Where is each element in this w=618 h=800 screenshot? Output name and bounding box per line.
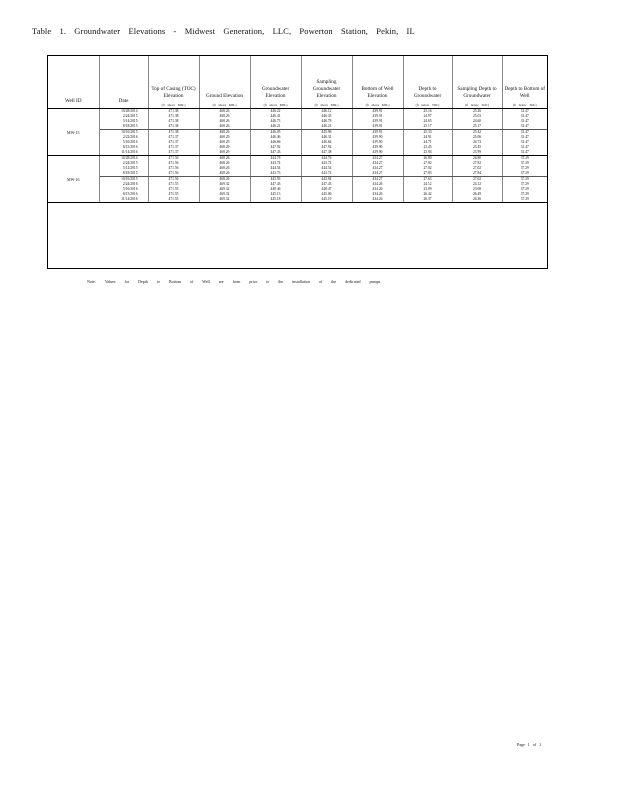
value-cell: 447.38 — [301, 150, 352, 156]
value-cell: 439.91 — [352, 109, 403, 115]
value-cell: 439.91 — [352, 124, 403, 130]
value-cell: 27.63 — [403, 177, 452, 183]
value-cell: 24.73 — [452, 140, 502, 145]
value-cell: 434.26 — [352, 187, 403, 192]
column-header — [148, 56, 199, 109]
well-id-cell: MW-15 — [48, 109, 99, 156]
value-cell: 468.29 — [199, 140, 250, 145]
value-cell: 446.64 — [301, 140, 352, 145]
date-cell: 8/18/2015 — [99, 171, 148, 177]
value-cell: 434.27 — [352, 156, 403, 162]
value-cell: 25.16 — [403, 109, 452, 115]
value-cell: 31.47 — [520, 114, 529, 118]
value-cell: 27.02 — [403, 166, 452, 171]
value-cell: 471.56 — [148, 166, 199, 171]
column-header — [250, 56, 301, 109]
value-cell: 26.49 — [452, 192, 502, 197]
value-cell: 469.32 — [199, 187, 250, 192]
value-cell: 444.54 — [250, 166, 301, 171]
value-cell: 468.26 — [199, 171, 250, 177]
well-id-cell: MW-16 — [48, 156, 99, 203]
value-cell: 443.93 — [250, 177, 301, 183]
value-cell: 468.26 — [199, 177, 250, 183]
value-cell: 445.19 — [301, 197, 352, 203]
column-header-units: (ft below TOC) — [512, 103, 537, 107]
value-cell: 446.05 — [250, 130, 301, 136]
value-cell: 469.32 — [199, 182, 250, 187]
value-cell: 23.45 — [403, 145, 452, 150]
value-cell: 446.73 — [250, 119, 301, 124]
value-cell: 446.35 — [301, 114, 352, 119]
value-cell: 439.90 — [352, 145, 403, 150]
value-cell: 24.97 — [403, 114, 452, 119]
value-cell: 471.55 — [148, 187, 199, 192]
value-cell: 446.21 — [250, 124, 301, 130]
date-cell: 10/28/2014 — [99, 109, 148, 115]
value-cell: 31.47 — [520, 145, 529, 149]
value-cell: 24.65 — [403, 119, 452, 124]
table-title: Table 1. Groundwater Elevations - Midwest Generation, LLC, Powerton Station, Pekin, IL — [32, 26, 415, 36]
value-cell: 434.26 — [352, 192, 403, 197]
value-cell: 446.22 — [250, 109, 301, 115]
value-cell: 24.71 — [403, 140, 452, 145]
value-cell: 31.47 — [502, 150, 547, 156]
value-cell: 446.46 — [250, 135, 301, 140]
date-cell: 5/16/2016 — [99, 140, 148, 145]
value-cell: 446.21 — [301, 124, 352, 130]
date-cell: 11/14/2016 — [99, 197, 148, 203]
column-header — [48, 56, 99, 109]
value-cell: 434.26 — [352, 182, 403, 187]
column-header-units: (ft above MSL) — [314, 103, 339, 107]
date-cell: 8/18/2015 — [99, 124, 148, 130]
value-cell: 24.12 — [403, 182, 452, 187]
column-header-units: (ft below TOC) — [415, 103, 440, 107]
value-cell: 439.90 — [352, 150, 403, 156]
value-cell: 439.91 — [352, 114, 403, 119]
column-header-label: Well ID — [65, 98, 82, 104]
value-cell: 471.38 — [148, 119, 199, 124]
value-cell: 25.26 — [452, 109, 502, 115]
value-cell: 447.92 — [250, 145, 301, 150]
date-cell: 2/24/2015 — [99, 161, 148, 166]
date-cell: 8/15/2016 — [99, 192, 148, 197]
value-cell: 471.55 — [148, 182, 199, 187]
date-cell: 2/22/2016 — [99, 135, 148, 140]
groundwater-elevations-table — [48, 56, 547, 203]
value-cell: 471.38 — [148, 124, 199, 130]
value-cell: 23.99 — [452, 150, 502, 156]
value-cell: 446.78 — [301, 119, 352, 124]
column-header-units: (ft above MSL) — [161, 103, 186, 107]
table-row — [48, 197, 547, 203]
table-header-row — [48, 56, 547, 109]
value-cell: 439.90 — [352, 135, 403, 140]
value-cell: 26.36 — [452, 197, 502, 203]
value-cell: 471.38 — [148, 130, 199, 136]
value-cell: 471.38 — [148, 114, 199, 119]
value-cell: 443.74 — [250, 161, 301, 166]
value-cell: 469.32 — [199, 197, 250, 203]
value-cell: 447.92 — [301, 145, 352, 150]
value-cell: 27.83 — [403, 171, 452, 177]
date-cell: 10/16/2015 — [99, 130, 148, 136]
value-cell: 25.06 — [452, 135, 502, 140]
value-cell: 468.29 — [199, 135, 250, 140]
value-cell: 444.76 — [250, 156, 301, 162]
column-header — [502, 56, 547, 109]
column-header-label: Ground Elevation — [205, 93, 244, 99]
value-cell: 434.26 — [352, 197, 403, 203]
date-cell: 5/14/2015 — [99, 119, 148, 124]
value-cell: 468.29 — [199, 150, 250, 156]
value-cell: 439.91 — [352, 130, 403, 136]
column-header-units: (ft above MSL) — [212, 103, 237, 107]
column-header — [99, 56, 148, 109]
value-cell: 24.12 — [452, 182, 502, 187]
value-cell: 23.94 — [403, 150, 452, 156]
value-cell: 27.82 — [403, 161, 452, 166]
value-cell: 439.91 — [352, 119, 403, 124]
value-cell: 25.17 — [452, 124, 502, 130]
column-header — [403, 56, 452, 109]
value-cell: 434.27 — [352, 161, 403, 166]
column-header-label: Top of Casing (TOC) Elevation — [151, 86, 196, 99]
value-cell: 448.46 — [250, 187, 301, 192]
column-header-label: Depth to Bottom of Well — [504, 86, 545, 99]
value-cell: 37.29 — [502, 171, 547, 177]
value-cell: 445.96 — [301, 130, 352, 136]
table-body — [48, 109, 547, 203]
value-cell: 26.42 — [403, 192, 452, 197]
value-cell: 37.29 — [520, 156, 529, 160]
value-cell: 444.54 — [301, 166, 352, 171]
value-cell: 471.55 — [148, 192, 199, 197]
value-cell: 443.73 — [250, 171, 301, 177]
value-cell: 27.02 — [452, 166, 502, 171]
value-cell: 37.29 — [520, 187, 529, 191]
value-cell: 471.37 — [148, 140, 199, 145]
date-cell: 10/28/2014 — [99, 156, 148, 162]
value-cell: 434.27 — [352, 166, 403, 171]
column-header-units: (ft above MSL) — [365, 103, 390, 107]
value-cell: 37.29 — [520, 182, 529, 186]
value-cell: 26.80 — [452, 156, 502, 162]
value-cell: 471.56 — [148, 171, 199, 177]
groundwater-table-frame — [47, 55, 548, 269]
column-header-label: Sampling Groundwater Elevation — [312, 79, 341, 99]
column-header-label: Sampling Depth to Groundwater — [457, 86, 497, 99]
value-cell: 37.29 — [520, 161, 529, 165]
value-cell: 37.29 — [502, 197, 547, 203]
value-cell: 434.27 — [352, 171, 403, 177]
date-cell: 5/16/2016 — [99, 187, 148, 192]
column-header-label: Date — [118, 98, 129, 104]
value-cell: 471.37 — [148, 150, 199, 156]
column-header — [452, 56, 502, 109]
value-cell: 23.09 — [403, 187, 452, 192]
column-header — [301, 56, 352, 109]
value-cell: 471.56 — [148, 156, 199, 162]
value-cell: 471.37 — [148, 135, 199, 140]
value-cell: 468.26 — [199, 161, 250, 166]
column-header-label: Bottom of Well Elevation — [361, 86, 394, 99]
value-cell: 468.26 — [199, 130, 250, 136]
value-cell: 468.26 — [199, 119, 250, 124]
value-cell: 468.26 — [199, 166, 250, 171]
value-cell: 468.26 — [199, 114, 250, 119]
value-cell: 446.41 — [250, 114, 301, 119]
value-cell: 31.47 — [520, 135, 529, 139]
value-cell: 31.47 — [520, 109, 529, 113]
value-cell: 27.82 — [452, 161, 502, 166]
value-cell: 37.29 — [520, 192, 529, 196]
value-cell: 471.55 — [148, 197, 199, 203]
value-cell: 27.62 — [452, 177, 502, 183]
value-cell: 26.37 — [403, 197, 452, 203]
page-number: Page 1 of 1 — [517, 742, 542, 747]
value-cell: 25.17 — [403, 124, 452, 130]
value-cell: 31.47 — [502, 124, 547, 130]
value-cell: 444.76 — [301, 156, 352, 162]
value-cell: 468.26 — [199, 156, 250, 162]
value-cell: 23.08 — [452, 187, 502, 192]
value-cell: 446.66 — [250, 140, 301, 145]
value-cell: 447.43 — [301, 182, 352, 187]
value-cell: 37.29 — [520, 177, 529, 181]
value-cell: 23.45 — [452, 145, 502, 150]
date-cell: 5/12/2015 — [99, 166, 148, 171]
value-cell: 443.72 — [301, 171, 352, 177]
value-cell: 27.84 — [452, 171, 502, 177]
column-header-units: (ft below TOC) — [465, 103, 489, 107]
value-cell: 24.60 — [452, 119, 502, 124]
value-cell: 31.47 — [520, 130, 529, 134]
column-header-label: Depth to Groundwater — [413, 86, 442, 99]
value-cell: 31.47 — [520, 119, 529, 123]
date-cell: 8/15/2016 — [99, 145, 148, 150]
value-cell: 443.94 — [301, 177, 352, 183]
value-cell: 471.56 — [148, 177, 199, 183]
value-cell: 468.29 — [199, 145, 250, 150]
value-cell: 25.42 — [452, 130, 502, 136]
value-cell: 448.47 — [301, 187, 352, 192]
value-cell: 434.27 — [352, 177, 403, 183]
value-cell: 443.74 — [301, 161, 352, 166]
value-cell: 446.31 — [301, 135, 352, 140]
value-cell: 446.12 — [301, 109, 352, 115]
value-cell: 439.90 — [352, 140, 403, 145]
value-cell: 445.06 — [301, 192, 352, 197]
value-cell: 468.26 — [199, 109, 250, 115]
value-cell: 468.26 — [199, 124, 250, 130]
value-cell: 445.13 — [250, 192, 301, 197]
date-cell: 10/16/2015 — [99, 177, 148, 183]
date-cell: 2/24/2015 — [99, 114, 148, 119]
value-cell: 471.37 — [148, 145, 199, 150]
value-cell: 445.18 — [250, 197, 301, 203]
value-cell: 469.32 — [199, 192, 250, 197]
date-cell: 2/24/2016 — [99, 182, 148, 187]
column-header — [199, 56, 250, 109]
value-cell: 25.03 — [452, 114, 502, 119]
table-note: Note: Values for Depth to Bottom of Well are from prior to the installation of the dedicated pumps. — [87, 279, 382, 284]
column-header — [352, 56, 403, 109]
value-cell: 37.29 — [520, 166, 529, 170]
value-cell: 471.56 — [148, 161, 199, 166]
value-cell: 447.43 — [250, 182, 301, 187]
column-header-label: Groundwater Elevation — [261, 86, 290, 99]
date-cell: 11/14/2016 — [99, 150, 148, 156]
value-cell: 26.80 — [403, 156, 452, 162]
value-cell: 24.91 — [403, 135, 452, 140]
column-header-units: (ft above MSL) — [263, 103, 288, 107]
value-cell: 447.43 — [250, 150, 301, 156]
value-cell: 471.38 — [148, 109, 199, 115]
value-cell: 31.47 — [520, 140, 529, 144]
value-cell: 25.33 — [403, 130, 452, 136]
